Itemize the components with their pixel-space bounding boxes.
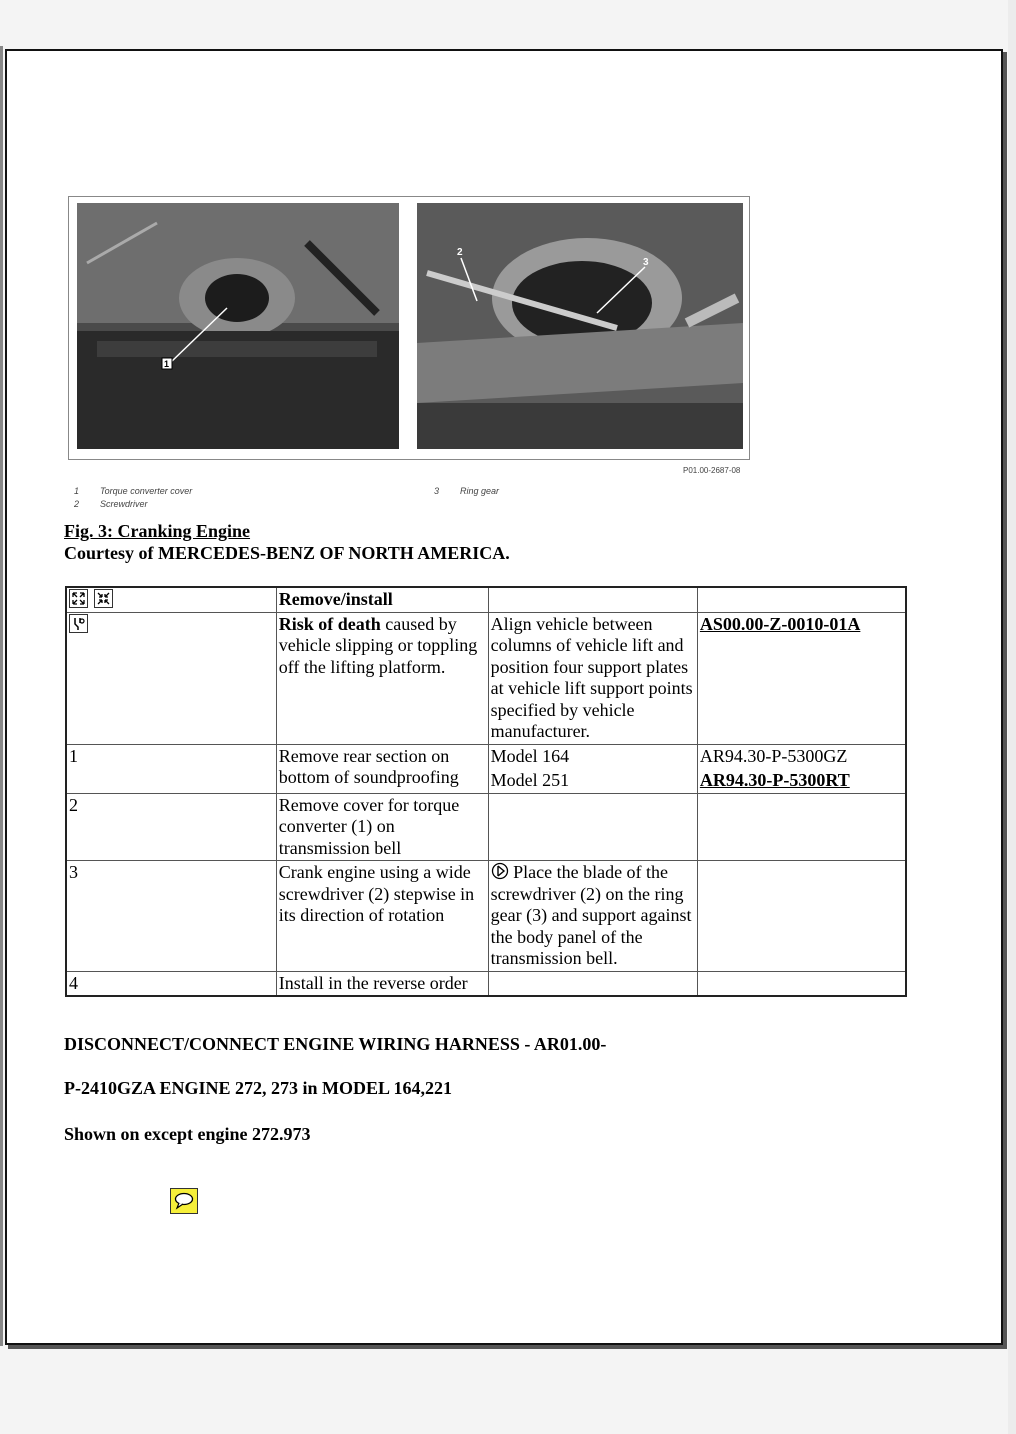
step-text: Crank engine using a wide screwdriver (2) stepwise in its direction of rotation bbox=[276, 861, 488, 972]
table-row bbox=[66, 744, 906, 793]
model-note: Model 251 bbox=[490, 770, 570, 790]
callout-1: 1 bbox=[164, 359, 170, 369]
step-text: Remove rear section on bottom of soundproofing bbox=[276, 744, 488, 793]
table-row bbox=[66, 971, 906, 996]
comment-icon[interactable] bbox=[170, 1188, 198, 1214]
legend-item: 2 Screwdriver bbox=[74, 499, 148, 509]
step-number: 1 bbox=[66, 744, 276, 793]
step-text: Install in the reverse order bbox=[276, 971, 488, 996]
step-number: 3 bbox=[66, 861, 276, 972]
figure-frame bbox=[68, 196, 750, 460]
ref-text: AR94.30-P-5300GZ bbox=[699, 745, 848, 766]
section-heading-line2: P-2410GZA ENGINE 272, 273 in MODEL 164,221 bbox=[64, 1078, 453, 1098]
tip-text: Place the blade of the screwdriver (2) on the ring gear (3) and support against the body panel of the transmission bell. bbox=[490, 862, 692, 968]
section-subheading: Shown on except engine 272.973 bbox=[64, 1124, 311, 1144]
warning-instruction: Align vehicle between columns of vehicle lift and position four support plates at vehicle lift support points specified by vehicle manufacturer. bbox=[488, 612, 697, 744]
figure-code: P01.00-2687-08 bbox=[683, 466, 741, 475]
ref-link[interactable]: AS00.00-Z-0010-01A bbox=[699, 613, 861, 634]
figure-title[interactable]: Fig. 3: Cranking Engine bbox=[64, 521, 251, 541]
ref-link[interactable]: AR94.30-P-5300RT bbox=[699, 770, 850, 790]
photo-ring-gear bbox=[417, 203, 743, 449]
legend-item: 3 Ring gear bbox=[434, 486, 500, 496]
figure-legend-right bbox=[434, 485, 499, 498]
callout-3: 3 bbox=[643, 257, 649, 268]
collapse-icon[interactable] bbox=[94, 589, 113, 608]
table-row bbox=[66, 861, 906, 972]
expand-icon[interactable] bbox=[69, 589, 88, 608]
model-note: Model 164 bbox=[490, 745, 570, 766]
viewer-left-edge bbox=[0, 46, 3, 1346]
figure-legend-left bbox=[74, 485, 192, 511]
step-number: 2 bbox=[66, 793, 276, 861]
procedure-table bbox=[65, 586, 907, 997]
table-row bbox=[66, 587, 906, 612]
table-row bbox=[66, 612, 906, 744]
figure-courtesy: Courtesy of MERCEDES-BENZ OF NORTH AMERICA. bbox=[64, 543, 510, 563]
viewer-scrollbar[interactable] bbox=[1008, 0, 1016, 1434]
header-label: Remove/install bbox=[276, 587, 488, 612]
legend-item: 1 Torque converter cover bbox=[74, 486, 193, 496]
table-row bbox=[66, 793, 906, 861]
wrench-warning-icon bbox=[69, 614, 88, 633]
figure-caption bbox=[64, 520, 510, 564]
photo-torque-converter-cover bbox=[77, 203, 399, 449]
tip-arrow-icon bbox=[491, 862, 509, 880]
step-number: 4 bbox=[66, 971, 276, 996]
warning-text: Risk of death caused by vehicle slipping or toppling off the lifting platform. bbox=[276, 612, 488, 744]
section-heading-line1: DISCONNECT/CONNECT ENGINE WIRING HARNESS - AR01.00- bbox=[64, 1034, 607, 1054]
callout-2: 2 bbox=[457, 247, 463, 258]
step-text: Remove cover for torque converter (1) on transmission bell bbox=[276, 793, 488, 861]
